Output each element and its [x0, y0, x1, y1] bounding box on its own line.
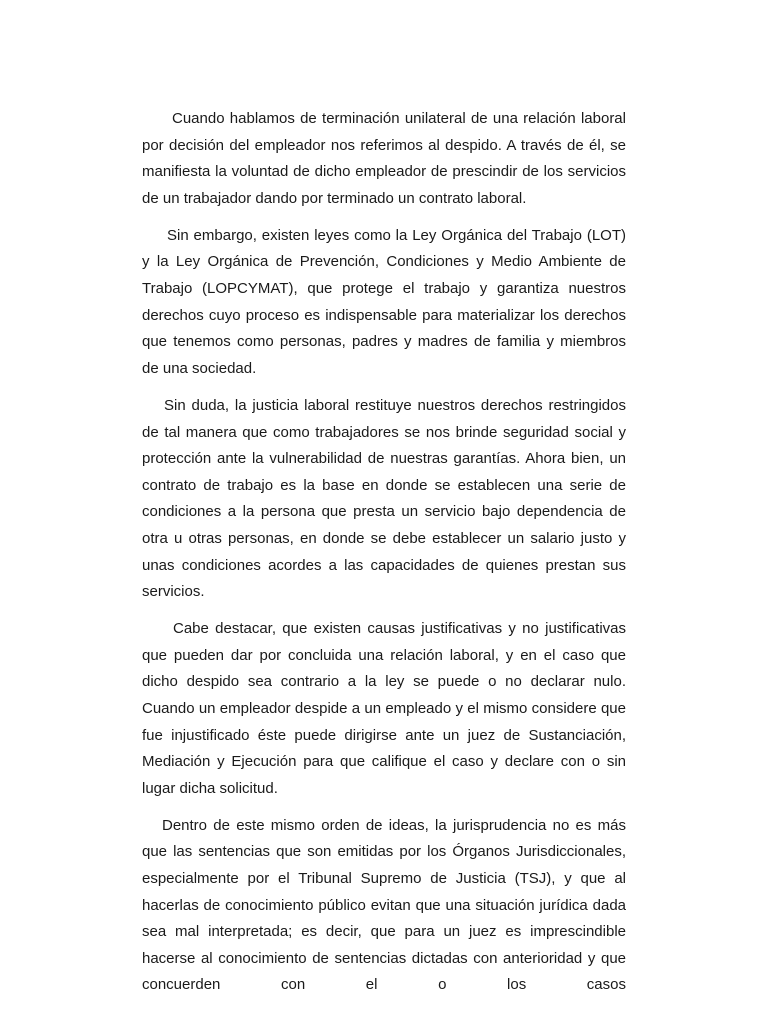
paragraph-2: Sin embargo, existen leyes como la Ley Orgánica del Trabajo (LOT) y la Ley Orgánica de Prevención, Condiciones y Medio Ambiente de Trabajo (LOPCYMAT), que protege el trabajo y garantiza nuestros derechos cuyo proceso es indispensable para materializar los derechos que tenemos como personas, padres y madres de familia y miembros de una sociedad.	[142, 226, 626, 377]
paragraph-5: Dentro de este mismo orden de ideas, la jurisprudencia no es más que las sentencias que son emitidas por los Órganos Jurisdiccionales, especialmente por el Tribunal Supremo de Justicia (TSJ), y que al hacerlas de conocimiento público evitan que una situación jurídica dada sea mal interpretada; es decir, que para un juez es imprescindible hacerse al conocimiento de sentencias dictadas con anterioridad y que concuerden con el o los casos	[142, 816, 626, 994]
paragraph-4: Cabe destacar, que existen causas justificativas y no justificativas que pueden dar por concluida una relación laboral, y en el caso que dicho despido sea contrario a la ley se puede o no declarar nulo. Cuando un empleador despide a un empleado y el mismo considere que fue injustificado éste puede dirigirse ante un juez de Sustanciación, Mediación y Ejecución para que califique el caso y declare con o sin lugar dicha solicitud.	[142, 620, 626, 797]
paragraph-3: Sin duda, la justicia laboral restituye nuestros derechos restringidos de tal manera que como trabajadores se nos brinde seguridad social y protección ante la vulnerabilidad de nuestras garantías. Ahora bien, un contrato de trabajo es la base en donde se establecen una serie de condiciones a la persona que presta un servicio bajo dependencia de otra u otras personas, en donde se debe establecer un salario justo y unas condiciones acordes a las capacidades de quienes prestan sus servicios.	[142, 396, 626, 601]
paragraph-1: Cuando hablamos de terminación unilateral de una relación laboral por decisión del empleador nos referimos al despido. A través de él, se manifiesta la voluntad de dicho empleador de prescindir de los servicios de un trabajador dando por terminado un contrato laboral.	[142, 110, 626, 207]
document-body	[142, 106, 626, 1010]
